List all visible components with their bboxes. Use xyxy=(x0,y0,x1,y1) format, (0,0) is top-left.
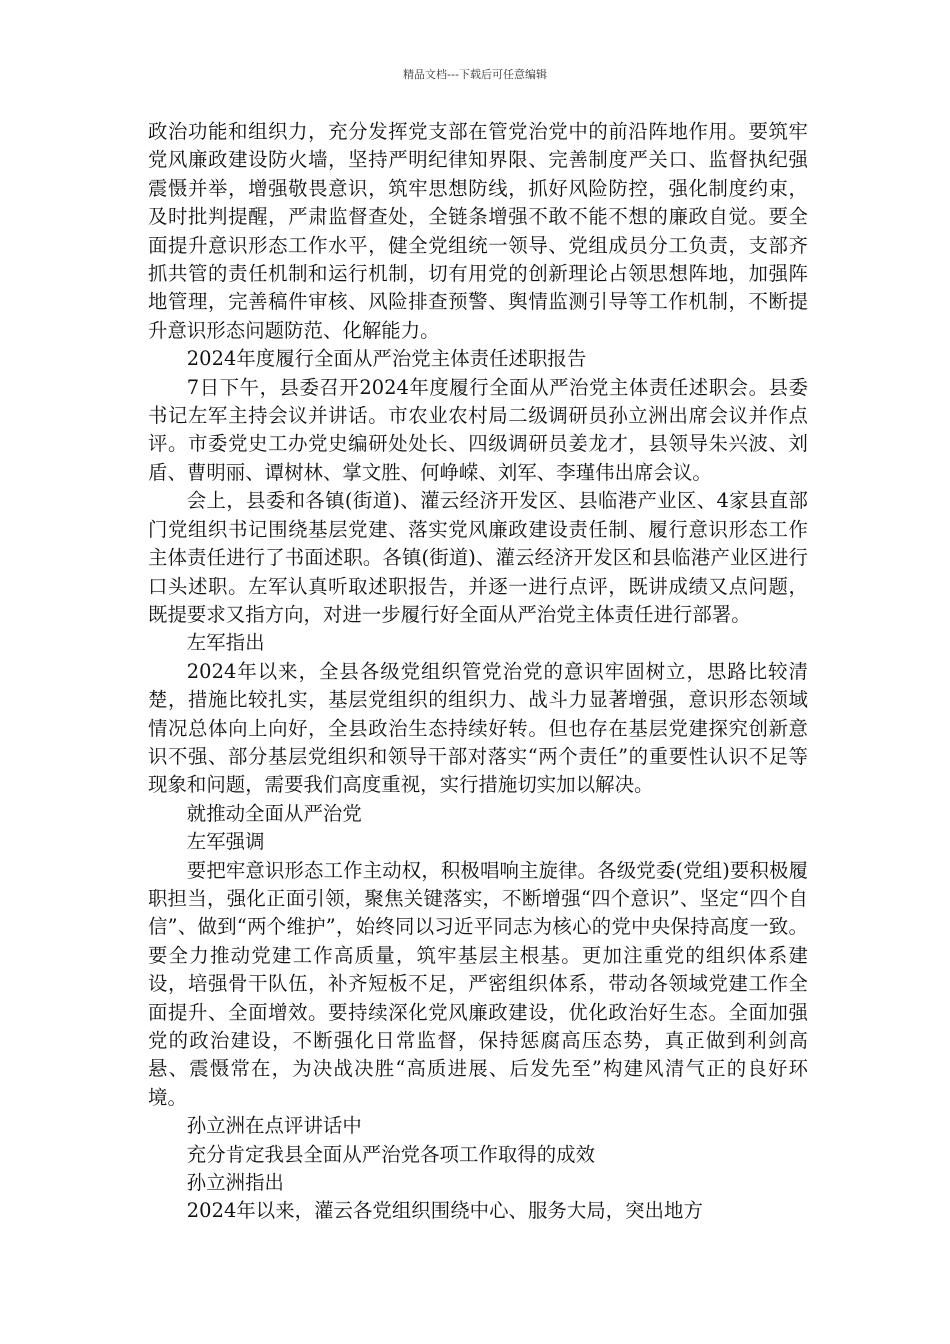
paragraph: 孙立洲指出 xyxy=(186,1171,284,1195)
paragraph: 充分肯定我县全面从严治党各项工作取得的成效 xyxy=(186,1142,596,1166)
page-header: 精品文档---下载后可任意编辑 xyxy=(403,68,547,81)
paragraph: 左军指出 xyxy=(186,631,265,655)
paragraph: 要把牢意识形态工作主动权，积极唱响主旋律。各级党委(党组)要积极履职担当，强化正面引领，聚焦关键落实，不断增强“四个意识”、坚定“四个自信”、做到“两个维护”，始终同以习近平同志为核心的党中央保持高度一致。要全力推动党建工作高质量，筑牢基层主根基。更加注重党的组织体系建设，培强骨干队伍，补齐短板不足，严密组织体系，带动各领域党建工作全面提升、全面增效。要持续深化党风廉政建设，优化政治好生态。全面加强党的政治建设，不断强化日常监督，保持惩腐高压态势，真正做到利剑高悬、震慑常在，为决战决胜“高质进展、后发先至”构建风清气正的良好环境。 xyxy=(148,858,808,1109)
paragraph: 左军强调 xyxy=(186,830,265,854)
section-title: 2024年度履行全面从严治党主体责任述职报告 xyxy=(186,347,587,371)
document-body xyxy=(148,118,808,1226)
paragraph: 会上，县委和各镇(街道)、灌云经济开发区、县临港产业区、4家县直部门党组织书记围绕基层党建、落实党风廉政建设责任制、履行意识形态工作主体责任进行了书面述职。各镇(街道)、灌云经济开发区和县临港产业区进行口头述职。左军认真听取述职报告，并逐一进行点评，既讲成绩又点问题，既提要求又指方向，对进一步履行好全面从严治党主体责任进行部署。 xyxy=(148,489,808,626)
paragraph: 2024年以来，全县各级党组织管党治党的意识牢固树立，思路比较清楚，措施比较扎实，基层党组织的组织力、战斗力显著增强，意识形态领域情况总体向上向好，全县政治生态持续好转。但也存在基层党建探究创新意识不强、部分基层党组织和领导干部对落实“两个责任”的重要性认识不足等现象和问题，需要我们高度重视，实行措施切实加以解决。 xyxy=(148,659,808,797)
paragraph: 7日下午，县委召开2024年度履行全面从严治党主体责任述职会。县委书记左军主持会议并讲话。市农业农村局二级调研员孙立洲出席会议并作点评。市委党史工办党史编研处处长、四级调研员姜龙才，县领导朱兴波、刘盾、曹明丽、谭树林、掌文胜、何峥嵘、刘军、李瑾伟出席会议。 xyxy=(148,375,808,484)
paragraph: 2024年以来，灌云各党组织围绕中心、服务大局，突出地方 xyxy=(186,1199,703,1223)
paragraph: 政治功能和组织力，充分发挥党支部在管党治党中的前沿阵地作用。要筑牢党风廉政建设防火墙，坚持严明纪律知界限、完善制度严关口、监督执纪强震慑并举，增强敬畏意识，筑牢思想防线，抓好风险防控，强化制度约束，及时批判提醒，严肃监督查处，全链条增强不敢不能不想的廉政自觉。要全面提升意识形态工作水平，健全党组统一领导、党组成员分工负责，支部齐抓共管的责任机制和运行机制，切有用党的创新理论占领思想阵地，加强阵地管理，完善稿件审核、风险排查预警、舆情监测引导等工作机制，不断提升意识形态问题防范、化解能力。 xyxy=(148,120,808,342)
paragraph: 就推动全面从严治党 xyxy=(186,801,362,825)
paragraph: 孙立洲在点评讲话中 xyxy=(186,1114,362,1138)
